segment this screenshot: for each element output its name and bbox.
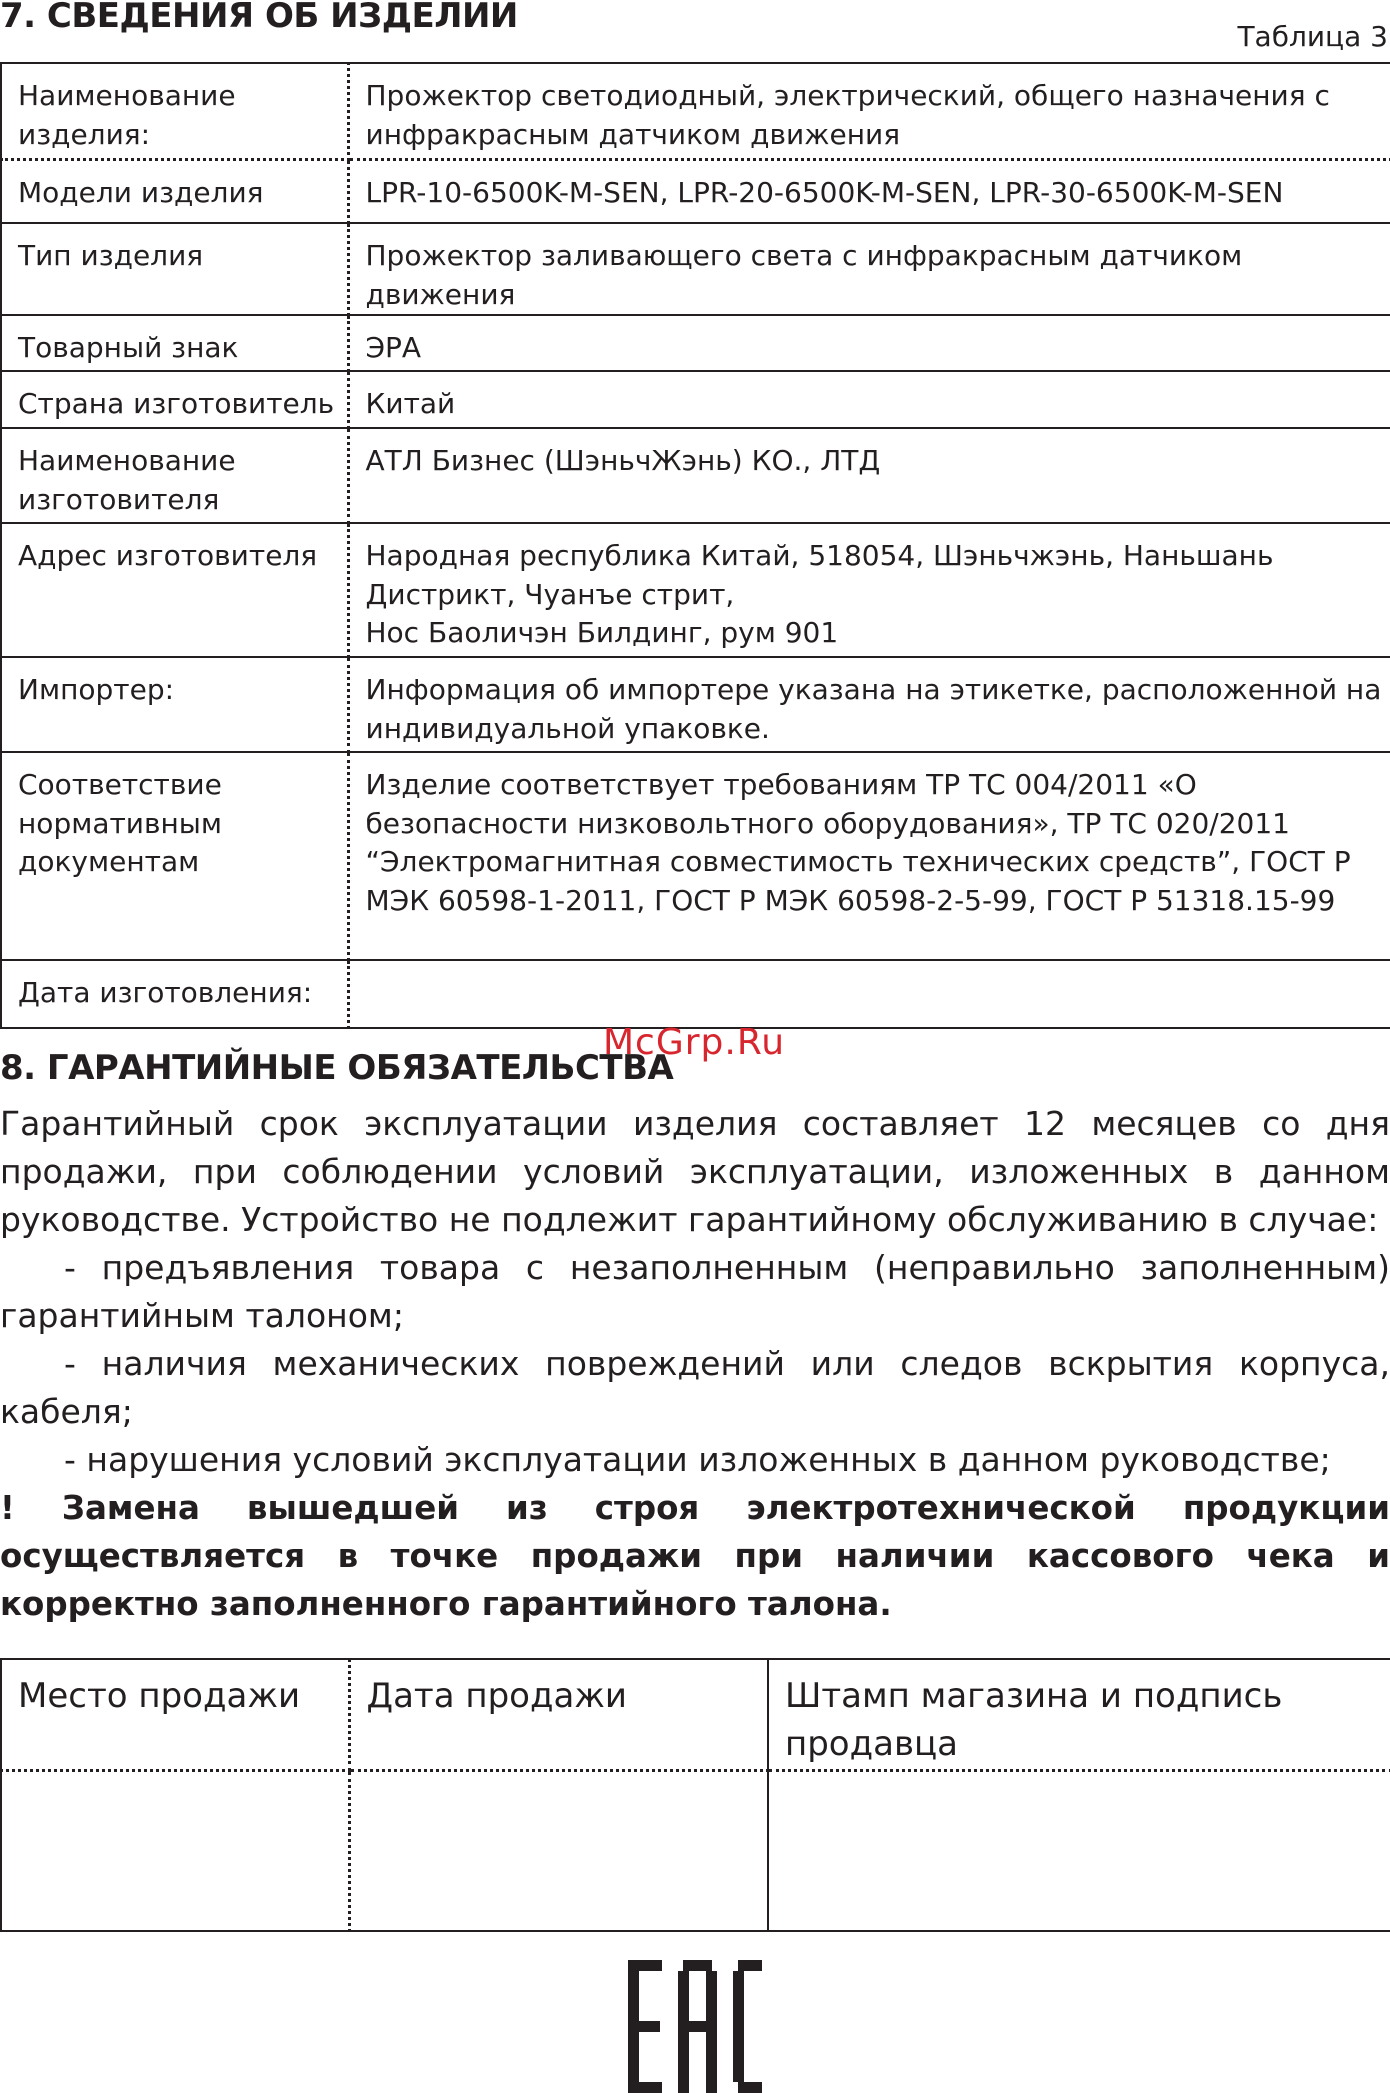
row-label: Страна изготовитель	[1, 371, 348, 428]
row-label: Наименование изготовителя	[1, 428, 348, 523]
sale-stamp-cell	[768, 1770, 1390, 1931]
row-value: LPR-10-6500K-M-SEN, LPR-20-6500K-M-SEN, LPR-30-6500K-M-SEN	[348, 159, 1390, 223]
row-value: Прожектор светодиодный, электрический, общего назначения с инфракрасным датчиком движения	[348, 63, 1390, 159]
sale-stamp-header: Штамп магазина и подпись продавца	[768, 1659, 1390, 1770]
row-value: АТЛ Бизнес (ШэньчЖэнь) КО., ЛТД	[348, 428, 1390, 523]
sale-table	[0, 1658, 1390, 1932]
table-row	[1, 63, 1390, 159]
sale-date-cell	[349, 1770, 768, 1931]
row-value: Китай	[348, 371, 1390, 428]
row-label: Адрес изготовителя	[1, 523, 348, 657]
warranty-intro: Гарантийный срок эксплуатации изделия составляет 12 месяцев со дня продажи, при соблюдении условий эксплуатации, изложенных в данном руководстве. Устройство не подлежит гарантийному обслуживанию в случае:	[0, 1104, 1390, 1239]
warranty-bullet: - предъявления товара с незаполненным (неправильно заполненным) гарантийным талоном;	[0, 1248, 1390, 1335]
row-label: Модели изделия	[1, 159, 348, 223]
row-value: Информация об импортере указана на этикетке, расположенной на индивидуальной упаковке.	[348, 657, 1390, 752]
sale-place-header: Место продажи	[1, 1659, 349, 1770]
row-label: Товарный знак	[1, 315, 348, 371]
row-value	[348, 960, 1390, 1028]
eac-logo	[628, 1960, 762, 2093]
row-value	[348, 523, 1390, 657]
row-label: Дата изготовления:	[1, 960, 348, 1028]
row-value: ЭРА	[348, 315, 1390, 371]
table-row	[1, 523, 1390, 657]
warranty-notice: ! Замена вышедшей из строя электротехнической продукции осуществляется в точке продажи при наличии кассового чека и корректно заполненного гарантийного талона.	[0, 1489, 1390, 1623]
table-row	[1, 752, 1390, 960]
table-row	[1, 315, 1390, 371]
watermark: McGrp.Ru	[603, 1022, 786, 1063]
table-row	[1, 371, 1390, 428]
row-value: Прожектор заливающего света с инфракрасным датчиком движения	[348, 223, 1390, 315]
address-line: Народная республика Китай, 518054, Шэньчжэнь, Наньшань	[365, 539, 1274, 572]
sale-date-header: Дата продажи	[349, 1659, 768, 1770]
sale-place-cell	[1, 1770, 349, 1931]
product-info-table	[0, 62, 1390, 1029]
row-label: Тип изделия	[1, 223, 348, 315]
row-label: Соответствие нормативным документам	[1, 752, 348, 960]
row-value: Изделие соответствует требованиям ТР ТС 004/2011 «О безопасности низковольтного оборудования», ТР ТС 020/2011 “Электромагнитная совместимость технических средств”, ГОСТ Р МЭК 60598-1-2011, ГОСТ Р МЭК 60598-2-5-99, ГОСТ Р 51318.15-99	[348, 752, 1390, 960]
section-8-title: 8. ГАРАНТИЙНЫЕ ОБЯЗАТЕЛЬСТВА	[0, 1048, 674, 1088]
row-label: Наименование изделия:	[1, 63, 348, 159]
address-line: Дистрикт, Чуанъе стрит,	[365, 577, 735, 611]
row-label: Импортер:	[1, 657, 348, 752]
address-line: Нос Баоличэн Билдинг, рум 901	[365, 616, 839, 649]
table-row	[1, 223, 1390, 315]
table-row	[1, 960, 1390, 1028]
sale-table-entry-row	[1, 1770, 1390, 1931]
section-7-title: 7. СВЕДЕНИЯ ОБ ИЗДЕЛИИ	[0, 0, 518, 36]
table-row	[1, 159, 1390, 223]
warranty-bullet: - наличия механических повреждений или следов вскрытия корпуса, кабеля;	[0, 1344, 1390, 1431]
table-row	[1, 428, 1390, 523]
warranty-bullet: - нарушения условий эксплуатации изложенных в данном руководстве;	[64, 1440, 1331, 1479]
sale-table-header	[1, 1659, 1390, 1770]
warranty-text	[0, 1100, 1390, 1628]
table-caption: Таблица 3	[1237, 20, 1388, 53]
table-row	[1, 657, 1390, 752]
